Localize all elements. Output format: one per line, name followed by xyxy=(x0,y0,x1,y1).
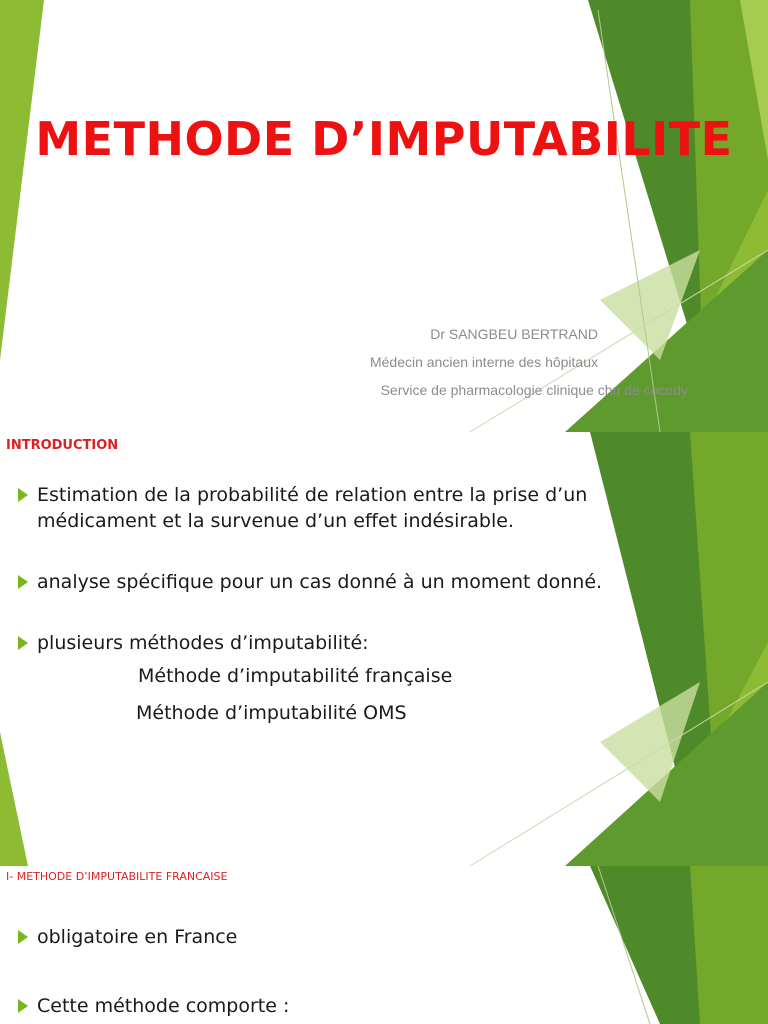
bullet-item xyxy=(18,482,587,534)
bullet-text: Cette méthode comporte : xyxy=(37,995,290,1017)
bullet-item xyxy=(18,993,289,1019)
sub-item: Méthode d’imputabilité française xyxy=(138,665,453,687)
title-slide xyxy=(0,0,768,432)
bullet-text: analyse spécifique pour un cas donné à un moment donné. xyxy=(37,571,603,593)
bullet-text: plusieurs méthodes d’imputabilité: xyxy=(37,632,369,654)
section-heading: INTRODUCTION xyxy=(6,438,119,453)
bullet-item xyxy=(18,630,369,656)
bullet-arrow-icon xyxy=(18,636,28,650)
bullet-text: obligatoire en France xyxy=(37,926,238,948)
bullet-arrow-icon xyxy=(18,999,28,1013)
bullet-item xyxy=(18,569,602,595)
bullet-arrow-icon xyxy=(18,488,28,502)
french-method-slide xyxy=(0,866,768,1024)
author-name: Dr SANGBEU BERTRAND xyxy=(430,326,598,342)
bullet-item xyxy=(18,924,237,950)
author-service: Service de pharmacologie clinique chu de cocody xyxy=(380,382,688,398)
bullet-arrow-icon xyxy=(18,575,28,589)
slide-title: METHODE D’IMPUTABILITE xyxy=(35,112,733,166)
introduction-slide xyxy=(0,432,768,866)
sub-item: Méthode d’imputabilité OMS xyxy=(136,702,407,724)
author-role: Médecin ancien interne des hôpitaux xyxy=(369,354,598,370)
bullet-text: médicament et la survenue d’un effet indésirable. xyxy=(37,510,514,532)
section-heading: I- METHODE D’IMPUTABILITE FRANCAISE xyxy=(6,870,228,883)
bullet-text: Estimation de la probabilité de relation entre la prise d’un xyxy=(37,484,588,506)
bullet-arrow-icon xyxy=(18,930,28,944)
